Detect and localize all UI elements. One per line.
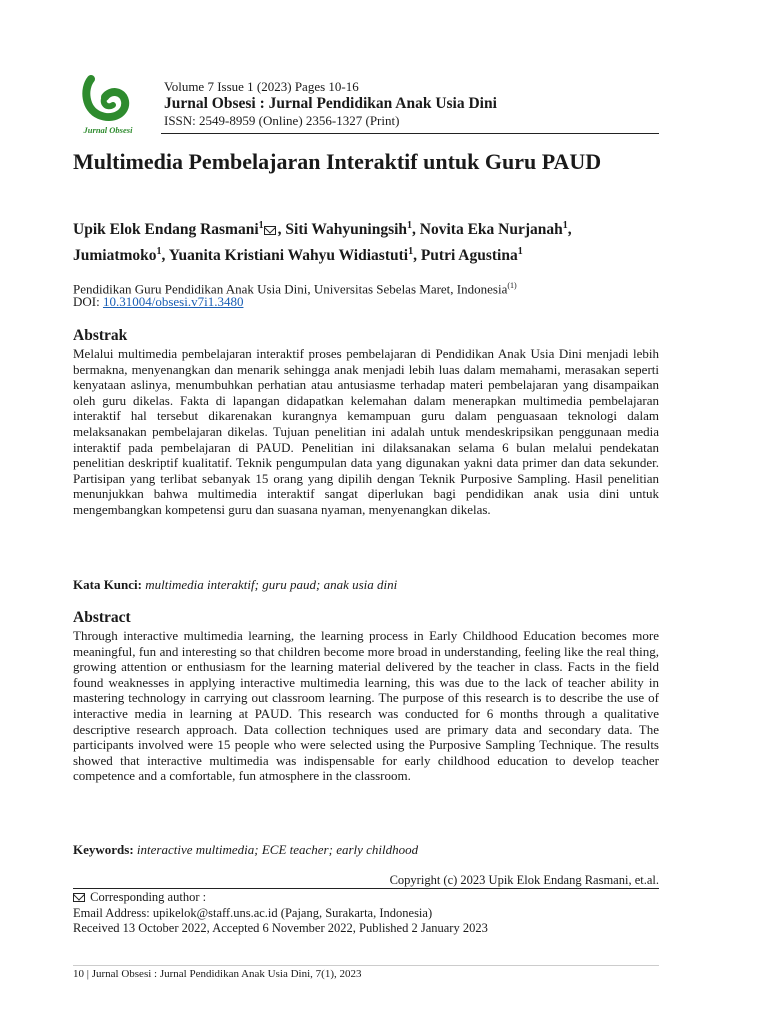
author-sup: 1 xyxy=(156,245,162,257)
logo-text: Jurnal Obsesi xyxy=(83,125,133,135)
corresponding-author-label: Corresponding author : xyxy=(90,890,207,904)
doi-label: DOI: xyxy=(73,294,100,309)
keywords-label: Keywords: xyxy=(73,842,134,857)
abstrak-text: Melalui multimedia pembelajaran interaktif proses pembelajaran di Pendidikan Anak Usia Dini menjadi lebih bermakna, menyenangkan dan menarik sehingga anak menjadi lebih luas dalam memahami, merasakan seperti kenyataan aslinya, menumbuhkan perhatian atau antusiasme terhadap materi pembelajaran yang disampaikan oleh guru dikelas. Fakta di lapangan didapatkan kelemahan dalam menerapkan multimedia pembelajaran interaktif hal tersebut dikarenakan kurangnya kemampuan guru dalam penguasaan teknologi dalam melaksanakan pembelajaran dikelas. Tujuan penelitian ini adalah untuk mendeskripsikan penggunaan media interaktif pada pembelajaran di PAUD. Penelitian ini dilaksanakan selama 6 bulan melalui pendekatan penelitian deskriptif kualitatif. Teknik pengumpulan data yang digunakan yakni data primer dan data sekunder. Partisipan yang terlibat sebanyak 15 orang yang dipilih dengan Teknik Purposive Sampling. Hasil penelitian menunjukkan bahwa multimedia interaktif sangat diperlukan bagi pendidikan anak usia dini untuk mengembangkan kompetensi guru dan suasana nyaman, menyenangkan dikelas. xyxy=(73,346,659,517)
keywords-text: interactive multimedia; ECE teacher; early childhood xyxy=(136,842,419,857)
doi-link[interactable]: 10.31004/obsesi.v7i1.3480 xyxy=(102,294,244,309)
copyright-notice: Copyright (c) 2023 Upik Elok Endang Rasmani, et.al. xyxy=(389,873,659,887)
author-name: Jumiatmoko xyxy=(73,246,157,264)
abstract-heading: Abstract xyxy=(73,609,131,626)
journal-name: Jurnal Obsesi : Jurnal Pendidikan Anak Usia Dini xyxy=(164,95,497,112)
journal-info xyxy=(164,79,659,129)
author-name: Putri Agustina xyxy=(420,246,518,264)
header-divider xyxy=(161,133,659,134)
affiliation-text: Pendidikan Guru Pendidikan Anak Usia Dini, Universitas Sebelas Maret, Indonesia xyxy=(73,281,508,297)
abstract-text: Through interactive multimedia learning, the learning process in Early Childhood Education becomes more meaningful, fun and interesting so that children become more broad in understanding, feeling like the real thing, growing attention or enthusiasm for the learning material delivered by the teacher in class. Facts in the field found weaknesses in applying interactive multimedia learning, this was due to the lack of teacher ability in mastering technology in carrying out classroom learning. The purpose of this research is to describe the use of interactive media in learning at PAUD. This research was conducted for 6 months through a qualitative descriptive research approach. Data collection techniques used are primary data and secondary data. The participants involved were 15 people who were selected using the Purposive Sampling Technique. The results showed that interactive multimedia was indispensable for early childhood education to develop teacher competence and a comfortable, fun atmosphere in the classroom. xyxy=(73,628,659,784)
author-list: Upik Elok Endang Rasmani$^1$ , Siti Wahyuningsih$^1$, Novita Eka Nurjanah$^1$, Jumiatmoko$^1$, Yuanita Kristiani Wahyu Widiastuti$^1$, Putri Agustina$^1$ xyxy=(73,220,572,264)
keywords xyxy=(73,842,418,858)
journal-logo-graphic xyxy=(77,75,139,137)
corresponding-author-line xyxy=(73,890,659,906)
correspondence-divider xyxy=(73,888,659,889)
kata-kunci xyxy=(73,577,397,593)
journal-logo xyxy=(77,75,139,137)
abstrak-heading: Abstrak xyxy=(73,327,128,344)
author-name: Novita Eka Nurjanah xyxy=(419,221,563,239)
doi-line xyxy=(73,294,243,310)
article-title: Multimedia Pembelajaran Interaktif untuk Guru PAUD xyxy=(73,149,602,174)
volume-info: Volume 7 Issue 1 (2023) Pages 10-16 xyxy=(164,79,359,94)
author-sup: 1 xyxy=(517,245,523,257)
author-sup: 1 xyxy=(407,220,413,231)
affiliation-sup: (1) xyxy=(507,281,517,290)
author-sup: 1 xyxy=(408,245,414,257)
author-name: Siti Wahyuningsih xyxy=(285,221,408,239)
envelope-icon xyxy=(264,226,276,235)
page-footer: 10 | Jurnal Obsesi : Jurnal Pendidikan Anak Usia Dini, 7(1), 2023 xyxy=(73,968,362,980)
issn-info: ISSN: 2549-8959 (Online) 2356-1327 (Print) xyxy=(164,113,400,128)
publication-dates: Received 13 October 2022, Accepted 6 November 2022, Published 2 January 2023 xyxy=(73,921,488,935)
email-address: Email Address: upikelok@staff.uns.ac.id (Pajang, Surakarta, Indonesia) xyxy=(73,905,433,920)
author-name: Upik Elok Endang Rasmani xyxy=(73,221,259,239)
article-page xyxy=(73,0,659,1024)
envelope-icon xyxy=(73,893,85,902)
author-name: Yuanita Kristiani Wahyu Widiastuti xyxy=(168,246,409,264)
footer-divider xyxy=(73,965,659,966)
kata-kunci-label: Kata Kunci: xyxy=(73,577,142,592)
author-sup: 1 xyxy=(562,220,568,231)
kata-kunci-text: multimedia interaktif; guru paud; anak usia dini xyxy=(145,577,398,592)
author-sup: 1 xyxy=(258,220,264,231)
correspondence-block xyxy=(73,890,659,937)
